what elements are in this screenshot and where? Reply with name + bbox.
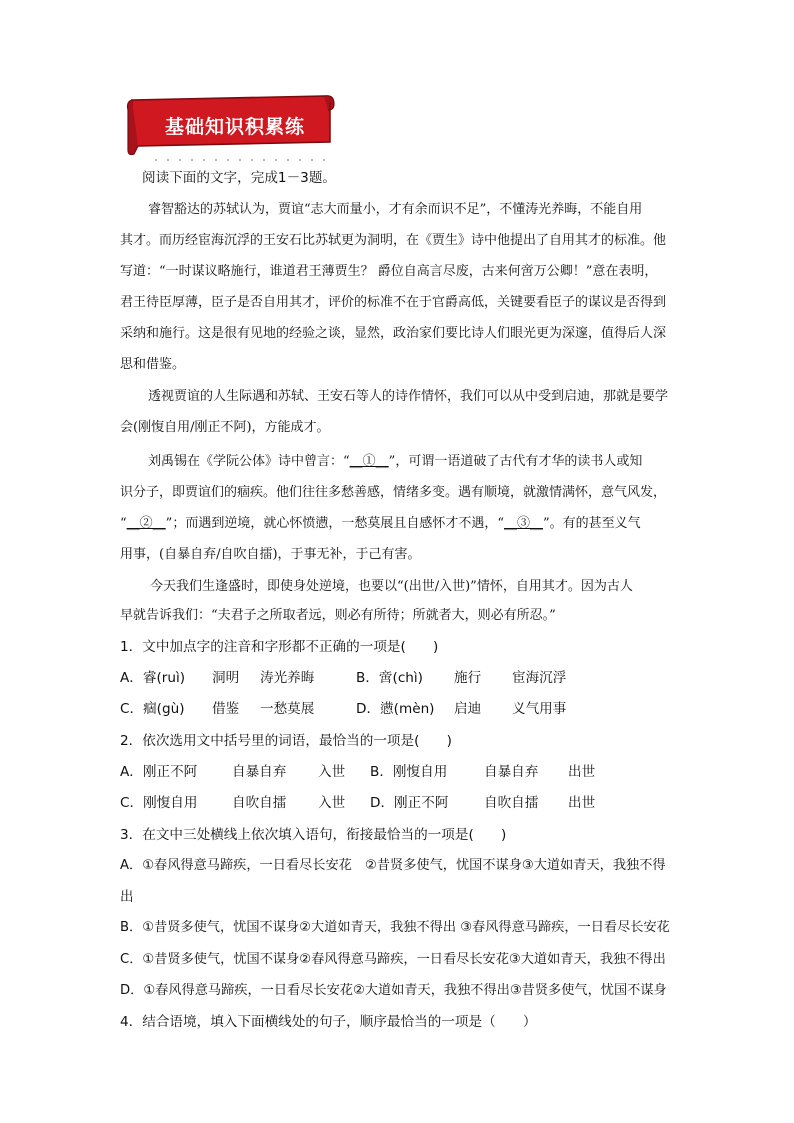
option-a[interactable]: A．睿(ruì) [120, 670, 186, 686]
blank-2: __②__ [126, 516, 166, 531]
section-banner [124, 92, 336, 158]
decorative-divider [150, 158, 330, 162]
passage-text: 刘禹锡在《学阮公体》诗中曾言：“ [148, 454, 350, 469]
option-a-word: 涛光养晦 [260, 670, 315, 686]
passage-text: ”；而遇到逆境，就心怀愤懑，一愁莫展且自感怀才不遇，“ [165, 516, 504, 531]
passage-text: “ [120, 516, 127, 531]
option-d[interactable]: D．①春风得意马蹄疾，一日看尽长安花②大道如青天，我独不得出③昔贤多使气，忧国不谋身 [120, 983, 667, 998]
option-b-word: 宦海沉浮 [512, 670, 567, 686]
question-stem: 4．结合语境，填入下面横线处的句子，顺序最恰当的一项是（ ） [120, 1014, 537, 1030]
option-b[interactable]: B．刚愎自用 [370, 764, 448, 780]
option-c[interactable]: C．①昔贤多使气，忧国不谋身②春风得意马蹄疾，一日看尽长安花③大道如青天，我独不得出 [120, 952, 666, 967]
passage-line: 写道：“一时谋议略施行，谁道君王薄贾生？ 爵位自高言尽废，古来何啻万公卿！”意在表明， [120, 264, 658, 279]
option-c-word: 入世 [318, 795, 346, 811]
option-b[interactable]: B．①昔贤多使气，忧国不谋身②大道如青天，我独不得出 ③春风得意马蹄疾，一日看尽长安花 [120, 920, 670, 935]
option-c-word: 借鉴 [212, 701, 240, 717]
passage-line: 识分子，即贾谊们的痼疾。他们往往多愁善感，情绪多变。遇有顺境，就激情满怀，意气风发， [120, 485, 667, 500]
passage-line: 用事，(自暴自弃/自吹自擂)，于事无补，于己有害。 [120, 547, 421, 562]
option-c-word: 自吹自擂 [232, 795, 287, 811]
option-b[interactable]: B．啻(chì) [356, 670, 423, 686]
passage-text: ”。有的甚至义气 [542, 516, 641, 531]
passage-line: 透视贾谊的人生际遇和苏轼、王安石等人的诗作情怀，我们可以从中受到启迪，那就是要学 [148, 389, 669, 404]
question-stem: 2．依次选用文中括号里的词语，最恰当的一项是( ) [120, 733, 452, 749]
option-b-word: 施行 [454, 670, 482, 686]
passage-line [148, 452, 708, 472]
question-stem: 3．在文中三处横线上依次填入语句，衔接最恰当的一项是( ) [120, 827, 507, 843]
passage-line: 早就告诉我们：“夫君子之所取者远，则必有所待；所就者大，则必有所忍。” [120, 608, 556, 623]
option-d[interactable]: D．懑(mèn) [356, 701, 435, 717]
option-b-word: 自暴自弃 [484, 764, 539, 780]
passage-intro: 阅读下面的文字，完成1－3题。 [142, 170, 337, 186]
option-d[interactable]: D．刚正不阿 [370, 795, 449, 811]
option-d-word: 义气用事 [512, 701, 567, 717]
option-a-continued: 出 [120, 889, 134, 905]
option-a-word: 入世 [318, 764, 346, 780]
blank-3: __③__ [503, 516, 543, 531]
passage-line: 思和借鉴。 [120, 357, 186, 372]
option-c[interactable]: C．刚愎自用 [120, 795, 198, 811]
banner-title: 基础知识积累练 [164, 116, 305, 138]
passage-line: 君王待臣厚薄，臣子是否自用其才，评价的标准不在于官爵高低，关键要看臣子的谋议是否得到 [120, 295, 667, 310]
passage-line: 今天我们生逢盛时，即使身处逆境，也要以“(出世/入世)”情怀，自用其才。因为古人 [150, 579, 633, 594]
blank-1: __①__ [349, 454, 389, 469]
passage-line: 其才。而历经宦海沉浮的王安石比苏轼更为洞明，在《贾生》诗中他提出了自用其才的标准。他 [120, 233, 667, 248]
passage-line: 会(刚愎自用/刚正不阿)，方能成才。 [120, 420, 330, 435]
option-d-word: 自吹自擂 [484, 795, 539, 811]
option-a-word: 自暴自弃 [232, 764, 287, 780]
option-d-word: 出世 [568, 795, 596, 811]
option-a[interactable]: A．刚正不阿 [120, 764, 198, 780]
option-c[interactable]: C．痼(gù) [120, 701, 185, 717]
question-stem: 1．文中加点字的注音和字形都不正确的一项是( ) [120, 639, 439, 655]
passage-text: ”，可谓一语道破了古代有才华的读书人或知 [388, 454, 643, 469]
option-b-word: 出世 [568, 764, 596, 780]
option-d-word: 启迪 [454, 701, 482, 717]
passage-line: 睿智豁达的苏轼认为，贾谊“志大而量小，才有余而识不足”，不懂涛光养晦，不能自用 [148, 202, 643, 217]
option-c-word: 一愁莫展 [260, 701, 315, 717]
option-a-word: 洞明 [212, 670, 240, 686]
passage-line [120, 514, 714, 534]
passage-line: 采纳和施行。这是很有见地的经验之谈，显然，政治家们要比诗人们眼光更为深邃，值得后人深 [120, 326, 667, 341]
option-a[interactable]: A．①春风得意马蹄疾，一日看尽长安花 ②昔贤多使气，忧国不谋身③大道如青天，我独不得 [120, 858, 666, 873]
